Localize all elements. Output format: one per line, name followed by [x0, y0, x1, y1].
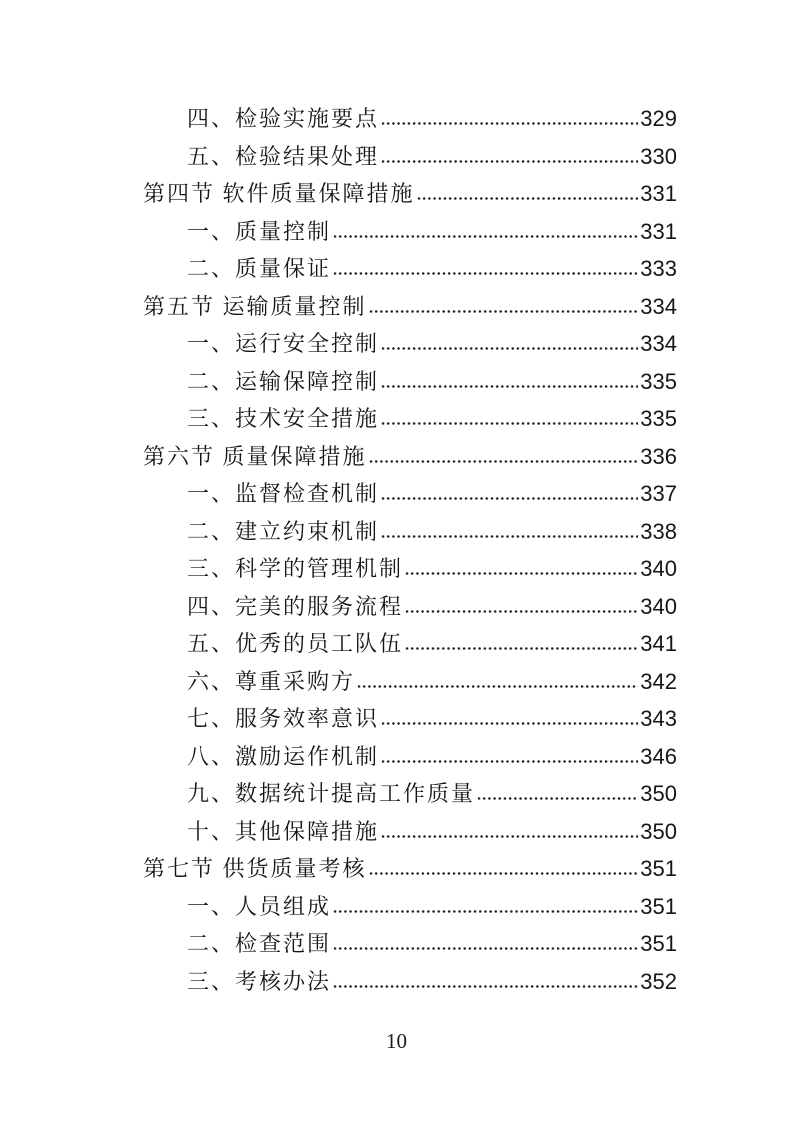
toc-entry[interactable]: [143, 475, 677, 513]
toc-entry-label: 十、其他保障措施: [187, 818, 380, 844]
toc-dot-leader: [381, 421, 638, 426]
toc-entry-page-number: 341: [640, 631, 677, 656]
toc-dot-leader: [381, 159, 638, 164]
toc-entry-page-number: 330: [640, 143, 677, 169]
toc-entry-page-number: 333: [640, 256, 677, 281]
footer-page-number: 10: [386, 1029, 407, 1053]
toc-entry-label: 九、数据统计提高工作质量: [187, 781, 476, 806]
toc-entry-page-number: 336: [640, 443, 677, 469]
toc-entry-page-number: 351: [640, 856, 677, 881]
toc-entry[interactable]: [143, 850, 677, 888]
toc-entry-label: 一、人员组成: [187, 893, 332, 919]
toc-entry[interactable]: [143, 363, 677, 401]
toc-entry[interactable]: [143, 100, 677, 138]
toc-entry-page-number: 346: [640, 743, 677, 769]
toc-entry-label: 一、运行安全控制: [187, 331, 380, 356]
toc-dot-leader: [417, 196, 639, 201]
toc-entry[interactable]: [143, 813, 677, 851]
toc-entry[interactable]: [143, 663, 677, 701]
toc-entry-label: 二、质量保证: [187, 256, 332, 281]
toc-entry-label: 八、激励运作机制: [187, 743, 380, 769]
toc-dot-leader: [333, 271, 638, 276]
toc-entry[interactable]: [143, 738, 677, 776]
toc-entry-label: 第六节 质量保障措施: [143, 443, 367, 469]
toc-dot-leader: [381, 384, 638, 389]
toc-entry-label: 五、优秀的员工队伍: [187, 631, 404, 656]
toc-entry[interactable]: [143, 888, 677, 926]
toc-entry[interactable]: [143, 775, 677, 813]
toc-entry-label: 三、技术安全措施: [187, 406, 380, 431]
toc-entry-page-number: 352: [640, 968, 677, 994]
toc-entry-page-number: 334: [640, 331, 677, 356]
toc-entry[interactable]: [143, 250, 677, 288]
toc-dot-leader: [477, 796, 638, 801]
toc-entry[interactable]: [143, 588, 677, 626]
toc-dot-leader: [333, 909, 638, 914]
toc-dot-leader: [381, 759, 638, 764]
toc-entry-page-number: 342: [640, 668, 677, 694]
toc-entry-page-number: 334: [640, 293, 677, 319]
toc-dot-leader: [369, 459, 639, 464]
toc-dot-leader: [381, 121, 638, 126]
toc-entry-label: 第七节 供货质量考核: [143, 856, 367, 881]
toc-dot-leader: [405, 609, 638, 614]
page-footer: [0, 1024, 793, 1058]
toc-entry[interactable]: [143, 513, 677, 551]
toc-dot-leader: [381, 496, 638, 501]
toc-entry-label: 第五节 运输质量控制: [143, 293, 367, 319]
toc-entry[interactable]: [143, 400, 677, 438]
toc-entry[interactable]: [143, 963, 677, 1001]
toc-entry-page-number: 337: [640, 481, 677, 506]
toc-entry-page-number: 351: [640, 931, 677, 956]
toc-entry-page-number: 350: [640, 818, 677, 844]
toc-entry[interactable]: [143, 700, 677, 738]
toc-dot-leader: [333, 946, 638, 951]
toc-entry-page-number: 340: [640, 593, 677, 619]
toc-entry-page-number: 340: [640, 556, 677, 581]
toc-dot-leader: [405, 571, 638, 576]
toc-entry-page-number: 338: [640, 518, 677, 544]
toc-dot-leader: [381, 834, 638, 839]
toc-entry-label: 一、监督检查机制: [187, 481, 380, 506]
toc-entry[interactable]: [143, 288, 677, 326]
toc-dot-leader: [369, 309, 639, 314]
toc-entry-label: 第四节 软件质量保障措施: [143, 181, 415, 206]
toc-entry-label: 二、运输保障控制: [187, 368, 380, 394]
toc-dot-leader: [333, 234, 638, 239]
toc-dot-leader: [381, 346, 638, 351]
toc-entry-page-number: 331: [640, 181, 677, 206]
toc-dot-leader: [369, 871, 639, 876]
toc-entry[interactable]: [143, 625, 677, 663]
toc-dot-leader: [405, 646, 638, 651]
toc-entry-label: 三、考核办法: [187, 968, 332, 994]
toc-entry-label: 二、检查范围: [187, 931, 332, 956]
toc-entry[interactable]: [143, 175, 677, 213]
toc-entry-page-number: 335: [640, 368, 677, 394]
toc-entry-label: 二、建立约束机制: [187, 518, 380, 544]
toc-entry[interactable]: [143, 925, 677, 963]
toc-dot-leader: [357, 684, 638, 689]
toc-entry-page-number: 335: [640, 406, 677, 431]
toc-entry-page-number: 331: [640, 218, 677, 244]
toc-dot-leader: [333, 984, 638, 989]
toc-entry-page-number: 343: [640, 706, 677, 731]
toc-entry[interactable]: [143, 213, 677, 251]
toc-dot-leader: [381, 534, 638, 539]
toc-entry-label: 四、检验实施要点: [187, 106, 380, 131]
toc-entry-label: 七、服务效率意识: [187, 706, 380, 731]
toc-entry-label: 五、检验结果处理: [187, 143, 380, 169]
toc-dot-leader: [381, 721, 638, 726]
toc-entry[interactable]: [143, 325, 677, 363]
toc-entry-label: 一、质量控制: [187, 218, 332, 244]
toc-entry[interactable]: [143, 438, 677, 476]
toc-entry-label: 三、科学的管理机制: [187, 556, 404, 581]
toc-entry-label: 六、尊重采购方: [187, 668, 356, 694]
toc-entry-page-number: 329: [640, 106, 677, 131]
toc-entry-page-number: 350: [640, 781, 677, 806]
toc-entry[interactable]: [143, 550, 677, 588]
toc-entry-label: 四、完美的服务流程: [187, 593, 404, 619]
toc-entry[interactable]: [143, 138, 677, 176]
toc-list: [143, 100, 677, 1000]
toc-entry-page-number: 351: [640, 893, 677, 919]
